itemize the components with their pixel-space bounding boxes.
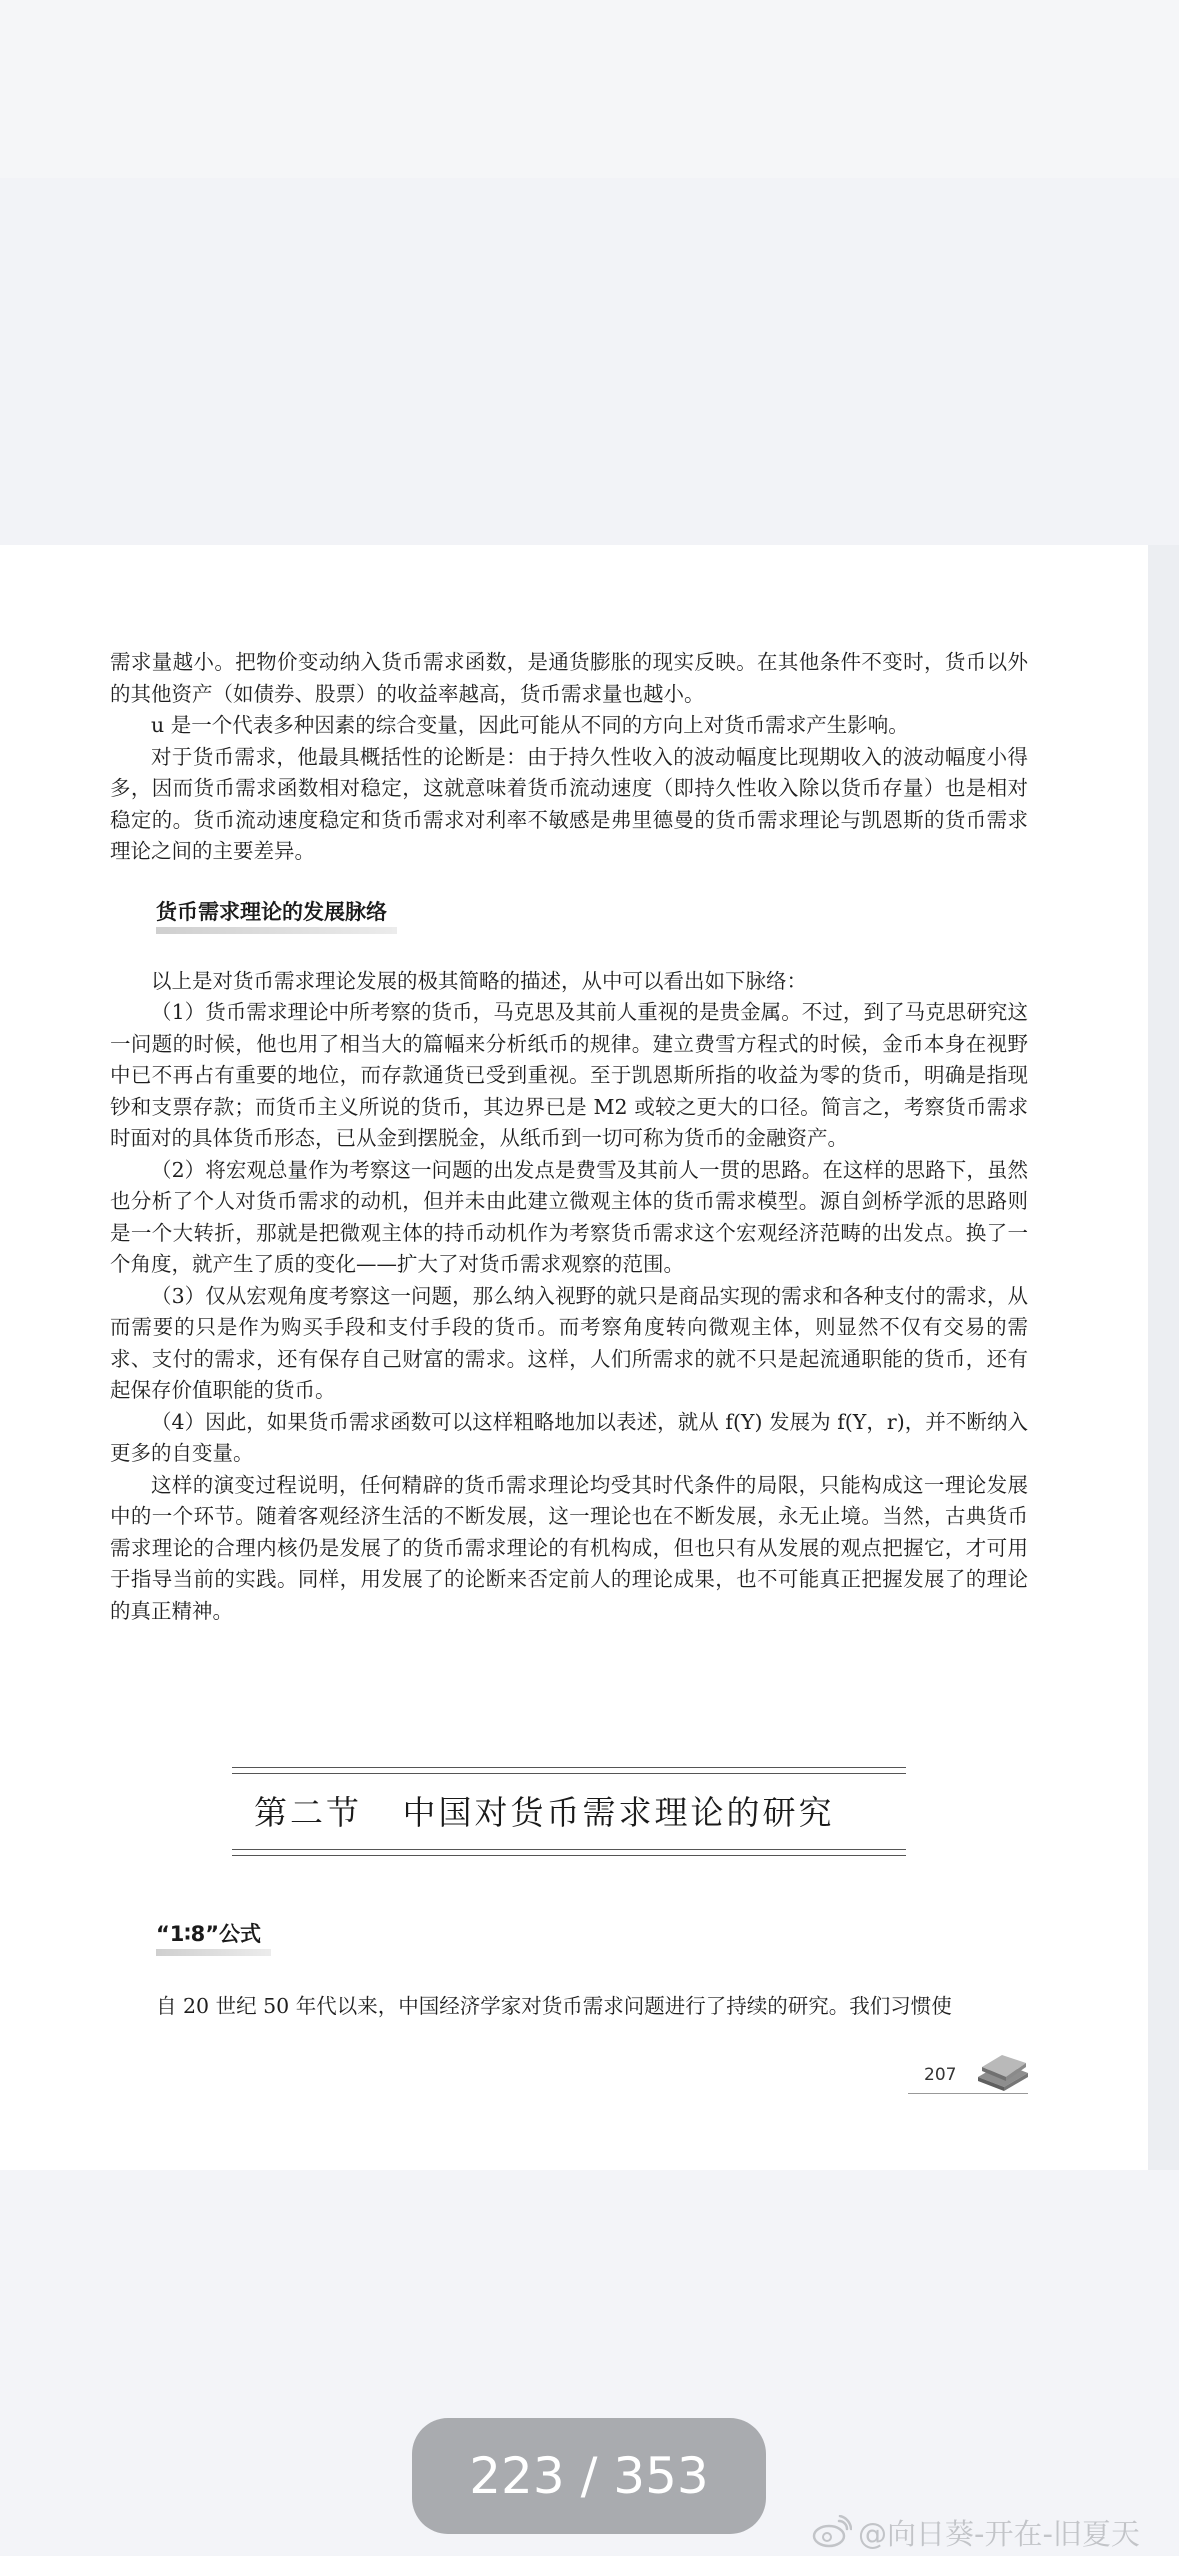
- title-rule: [232, 1773, 906, 1774]
- viewer-top-blank: [0, 0, 1179, 545]
- weibo-watermark: [812, 2512, 1140, 2552]
- paragraph: （4）因此，如果货币需求函数可以这样粗略地加以表述，就从 f(Y) 发展为 f(Y，r)，并不断纳入更多的自变量。: [110, 1409, 1028, 1465]
- section-heading: 货币需求理论的发展脉络: [156, 898, 397, 934]
- page-content: [110, 647, 1028, 1627]
- paragraph: （3）仅从宏观角度考察这一问题，那么纳入视野的就只是商品实现的需求和各种支付的需求，从而需要的只是作为购买手段和支付手段的货币。而考察角度转向微观主体，则显然不仅有交易的需求、支付的需求，还有保存自己财富的需求。这样，人们所需求的就不只是起流通职能的货币，还有起保存价值职能的货币。: [110, 1283, 1028, 1402]
- formula-heading: “1∶8”公式: [156, 1920, 271, 1956]
- book-page[interactable]: [0, 545, 1148, 2170]
- paragraph: （1）货币需求理论中所考察的货币，马克思及其前人重视的是贵金属。不过，到了马克思研究这一问题的时候，他也用了相当大的篇幅来分析纸币的规律。建立费雪方程式的时候，金币本身在视野中已不再占有重要的地位，而存款通货已受到重视。至于凯恩斯所指的收益为零的货币，明确是指现钞和支票存款；而货币主义所说的货币，其边界已是 M2 或较之更大的口径。简言之，考察货币需求时面对的具体货币形态，已从金到摆脱金，从纸币到一切可称为货币的金融资产。: [110, 1000, 1028, 1150]
- weibo-icon: [812, 2515, 852, 2549]
- viewer-top-band: [0, 0, 1179, 178]
- paragraph: 自 20 世纪 50 年代以来，中国经济学家对货币需求问题进行了持续的研究。我们习惯使: [156, 1994, 952, 2018]
- watermark-text: @向日葵-开在-旧夏天: [858, 2516, 1140, 2551]
- paragraph: （2）将宏观总量作为考察这一问题的出发点是费雪及其前人一贯的思路。在这样的思路下，虽然也分析了个人对货币需求的动机，但并未由此建立微观主体的货币需求模型。源自剑桥学派的思路则是一个大转折，那就是把微观主体的持币动机作为考察货币需求这个宏观经济范畴的出发点。换了一个角度，就产生了质的变化——扩大了对货币需求观察的范围。: [110, 1157, 1028, 1276]
- paragraph: 对于货币需求，他最具概括性的论断是：由于持久性收入的波动幅度比现期收入的波动幅度小得多，因而货币需求函数相对稳定，这就意味着货币流动速度（即持久性收入除以货币存量）也是相对稳定的。货币流动速度稳定和货币需求对利率不敏感是弗里德曼的货币需求理论与凯恩斯的货币需求理论之间的主要差异。: [110, 744, 1028, 863]
- chapter-title-box: [232, 1767, 906, 1857]
- page-number-block: [908, 2051, 1028, 2099]
- paragraph: u 是一个代表多种因素的综合变量，因此可能从不同的方向上对货币需求产生影响。: [151, 713, 909, 737]
- paragraph: 以上是对货币需求理论发展的极其简略的描述，从中可以看出如下脉络：: [151, 968, 807, 993]
- paragraph: 这样的演变过程说明，任何精辟的货币需求理论均受其时代条件的局限，只能构成这一理论发展中的一个环节。随着客观经济生活的不断发展，这一理论也在不断发展，永无止境。当然，古典货币需求理论的合理内核仍是发展了的货币需求理论的有机构成，但也只有从发展的观点把握它，才可用于指导当前的实践。同样，用发展了的论断来否定前人的理论成果，也不可能真正把握发展了的理论的真正精神。: [110, 1472, 1028, 1623]
- title-rule: [232, 1767, 906, 1768]
- paragraph: 需求量越小。把物价变动纳入货币需求函数，是通货膨胀的现实反映。在其他条件不变时，货币以外的其他资产（如债券、股票）的收益率越高，货币需求量也越小。: [110, 650, 1028, 706]
- page-number-rule: [908, 2093, 1028, 2094]
- chapter-title: 第二节 中国对货币需求理论的研究: [254, 1793, 835, 1832]
- page-indicator[interactable]: 223 / 353: [412, 2418, 766, 2534]
- title-rule: [232, 1855, 906, 1856]
- book-stack-icon: [974, 2051, 1030, 2095]
- page-number: 207: [924, 2065, 957, 2085]
- title-rule: [232, 1849, 906, 1850]
